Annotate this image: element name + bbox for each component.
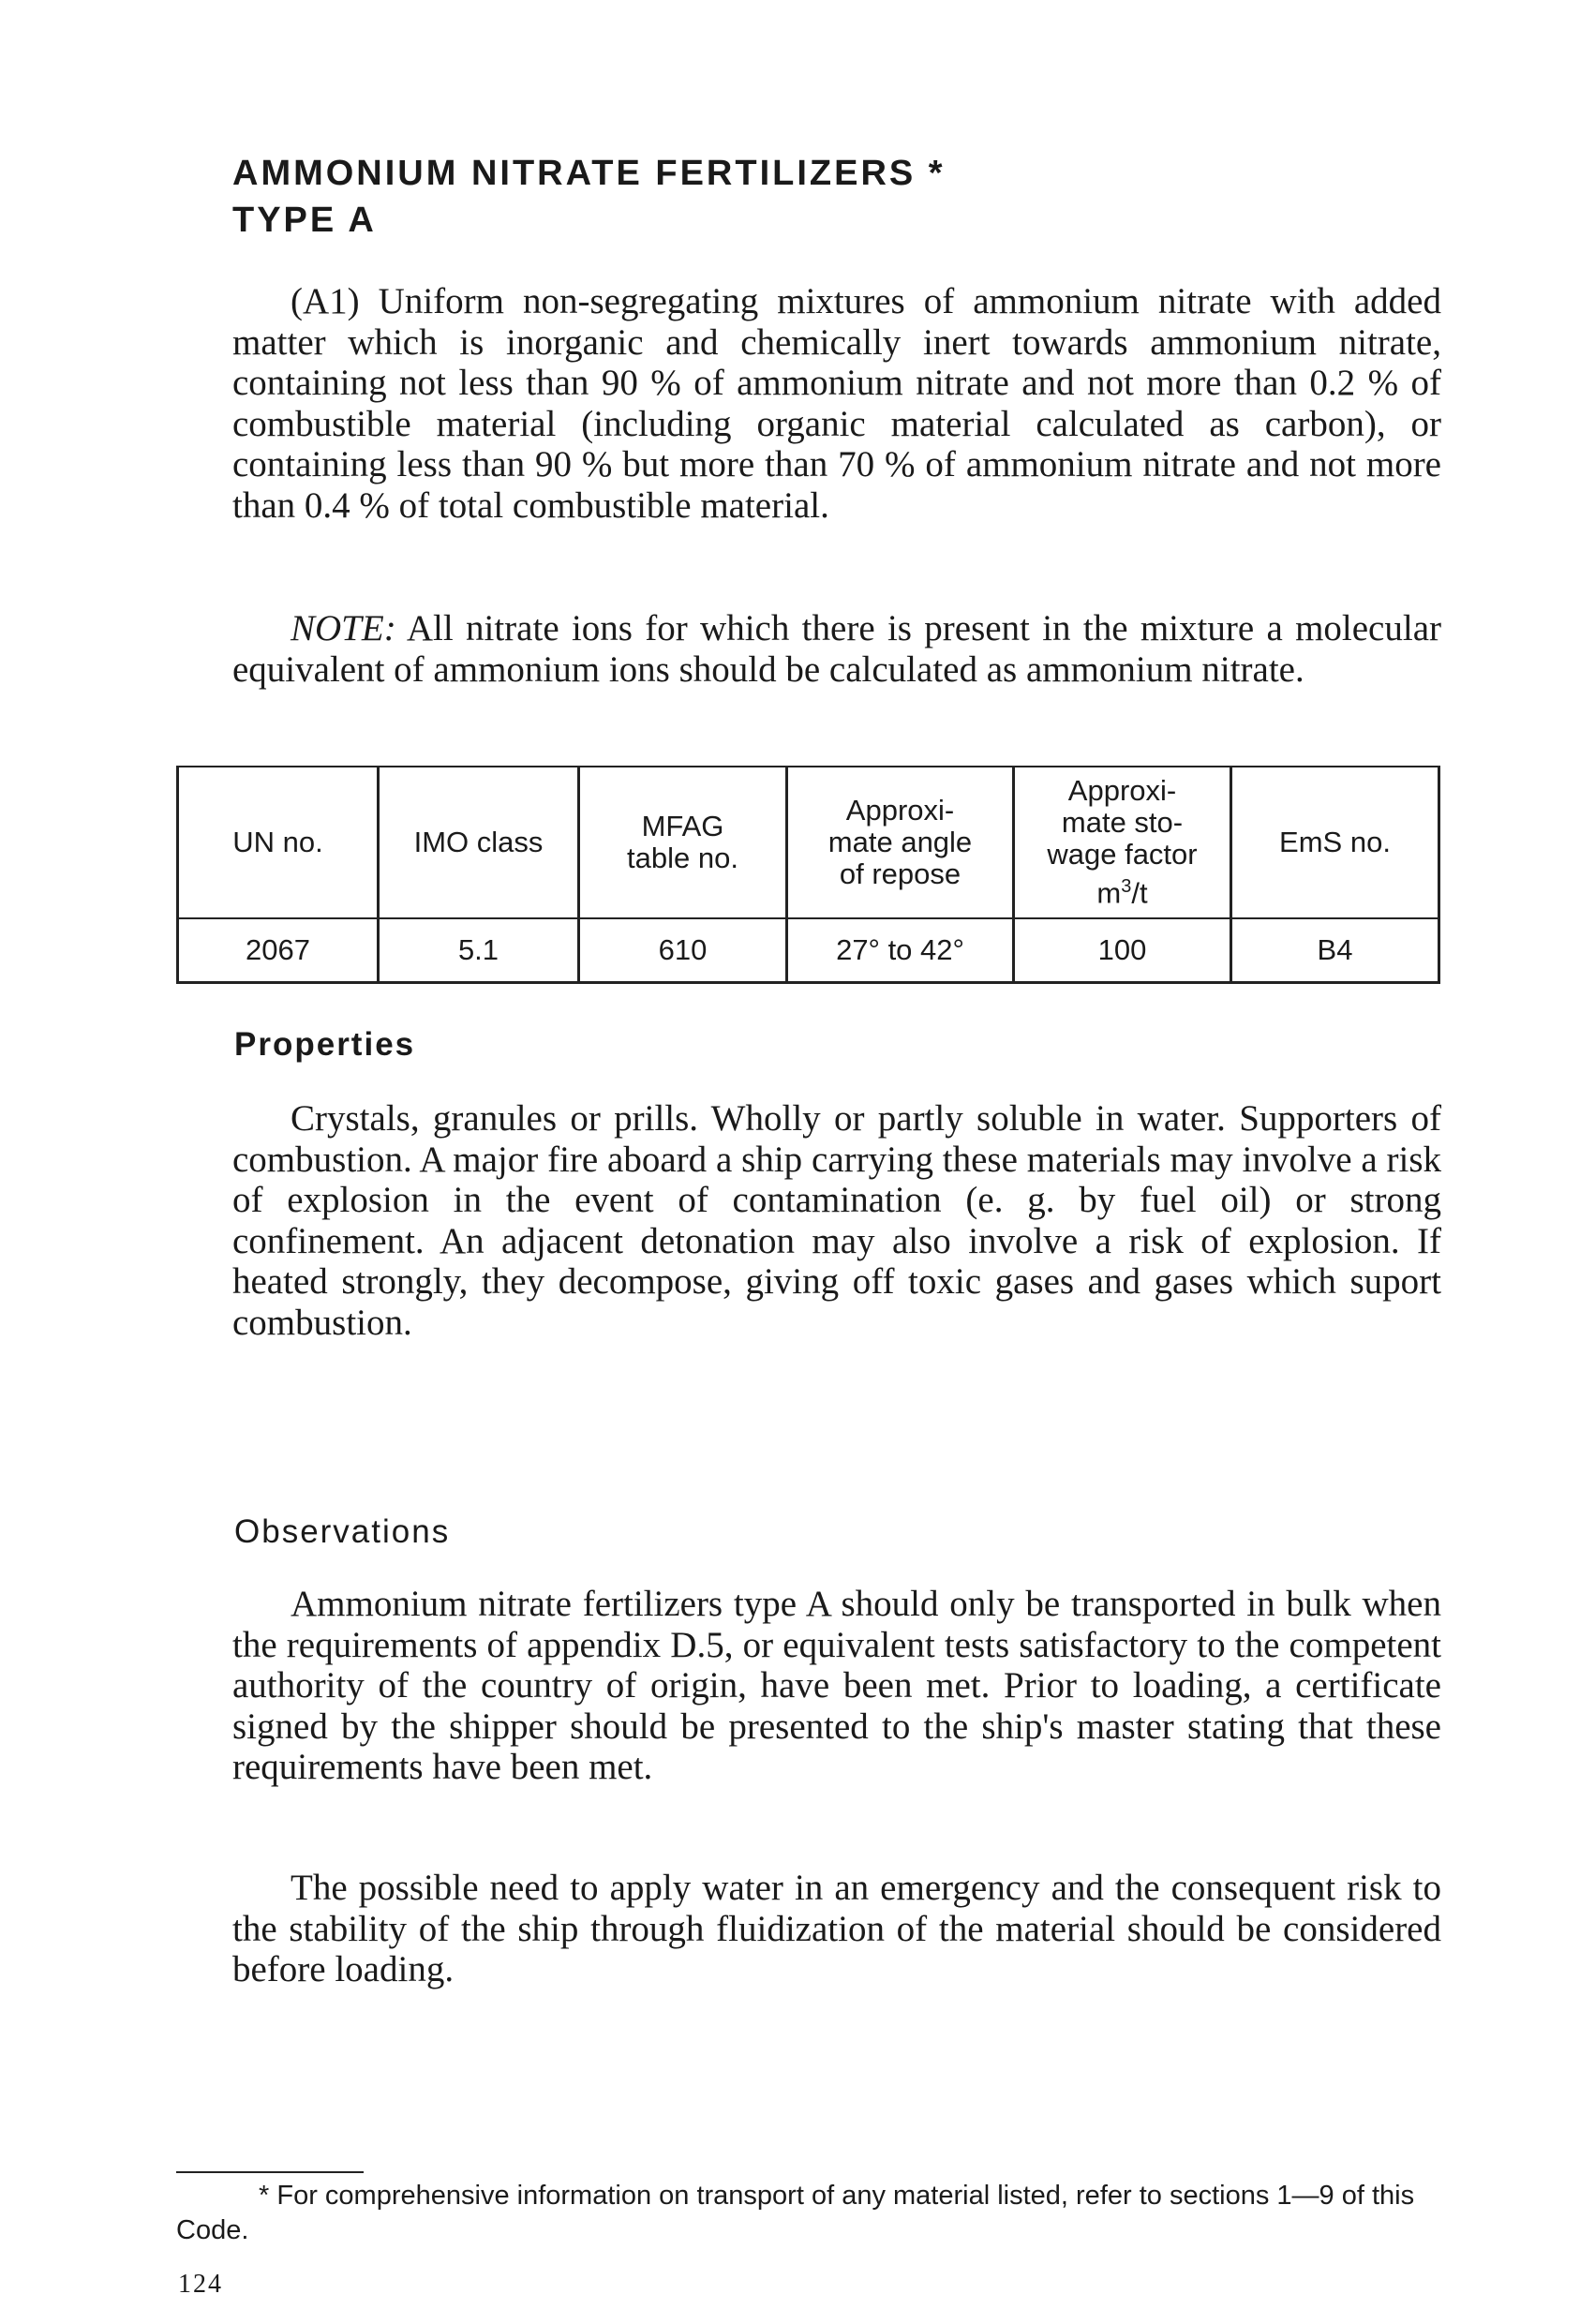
note-label: NOTE: [291, 608, 396, 648]
header-angle-of-repose: Approxi- mate angle of repose [787, 767, 1014, 918]
observations-heading: Observations [234, 1513, 451, 1550]
properties-heading: Properties [234, 1026, 416, 1063]
title-line-2: TYPE A [232, 201, 377, 240]
header-imo-class: IMO class [379, 767, 579, 918]
cell-mfag: 610 [579, 918, 787, 983]
page-title [232, 150, 946, 244]
note-paragraph [232, 608, 1441, 690]
cell-stowage: 100 [1014, 918, 1231, 983]
footnote-marker: * [259, 2181, 270, 2211]
observations-paragraph-1: Ammonium nitrate fertilizers type A should only be transported in bulk when the requirements of appendix D.5, or equivalent tests satisfactory to the competent authority of the country of origin, have been met. Prior to loading, a certificate signed by the shipper should be presented to the ship's master stating that these requirements have been met. [232, 1584, 1441, 1787]
footnote [176, 2179, 1441, 2248]
header-un-no: UN no. [178, 767, 379, 918]
table-header-row [178, 767, 1439, 918]
intro-text: Uniform non-segregating mixtures of ammonium nitrate with added matter which is inorganic and chemically inert towards ammonium nitrate, containing not less than 90 % of ammonium nitrate and not more than 0.2 % of combustible material (including organic material calculated as carbon), or containing less than 90 % but more than 70 % of ammonium nitrate and not more than 0.4 % of total combustible material. [232, 281, 1441, 526]
header-stowage-factor: Approxi- mate sto- wage factor $m^3/t$ [1014, 767, 1231, 918]
note-text: All nitrate ions for which there is present in the mixture a molecular equivalent of ammonium ions should be calculated as ammonium nitrate. [232, 608, 1441, 690]
header-mfag-table: MFAG table no. [579, 767, 787, 918]
page-number: 124 [178, 2270, 223, 2299]
header-ems-no: EmS no. [1231, 767, 1439, 918]
cell-un-no: 2067 [178, 918, 379, 983]
cell-ems: B4 [1231, 918, 1439, 983]
table-row [178, 918, 1439, 983]
intro-paragraph [232, 281, 1441, 526]
title-line-1: AMMONIUM NITRATE FERTILIZERS * [232, 154, 946, 193]
properties-paragraph: Crystals, granules or prills. Wholly or partly soluble in water. Supporters of combustion. A major fire aboard a ship carrying these materials may involve a risk of explosion in the event of contamination (e. g. by fuel oil) or strong confinement. An adjacent detonation may also involve a risk of explosion. If heated strongly, they decompose, giving off toxic gases and gases which suport combustion. [232, 1098, 1441, 1343]
cell-angle: 27° to 42° [787, 918, 1014, 983]
cell-imo-class: 5.1 [379, 918, 579, 983]
observations-paragraph-2: The possible need to apply water in an emergency and the consequent risk to the stability of the ship through fluidization of the material should be considered before loading. [232, 1868, 1441, 1989]
footnote-rule [176, 2171, 364, 2173]
un-classification-table [176, 766, 1440, 984]
footnote-text: For comprehensive information on transport of any material listed, refer to sections 1—9 of this Code. [176, 2181, 1415, 2245]
stowage-unit: $m^3/t$ [1096, 876, 1148, 910]
intro-label: (A1) [291, 281, 360, 321]
